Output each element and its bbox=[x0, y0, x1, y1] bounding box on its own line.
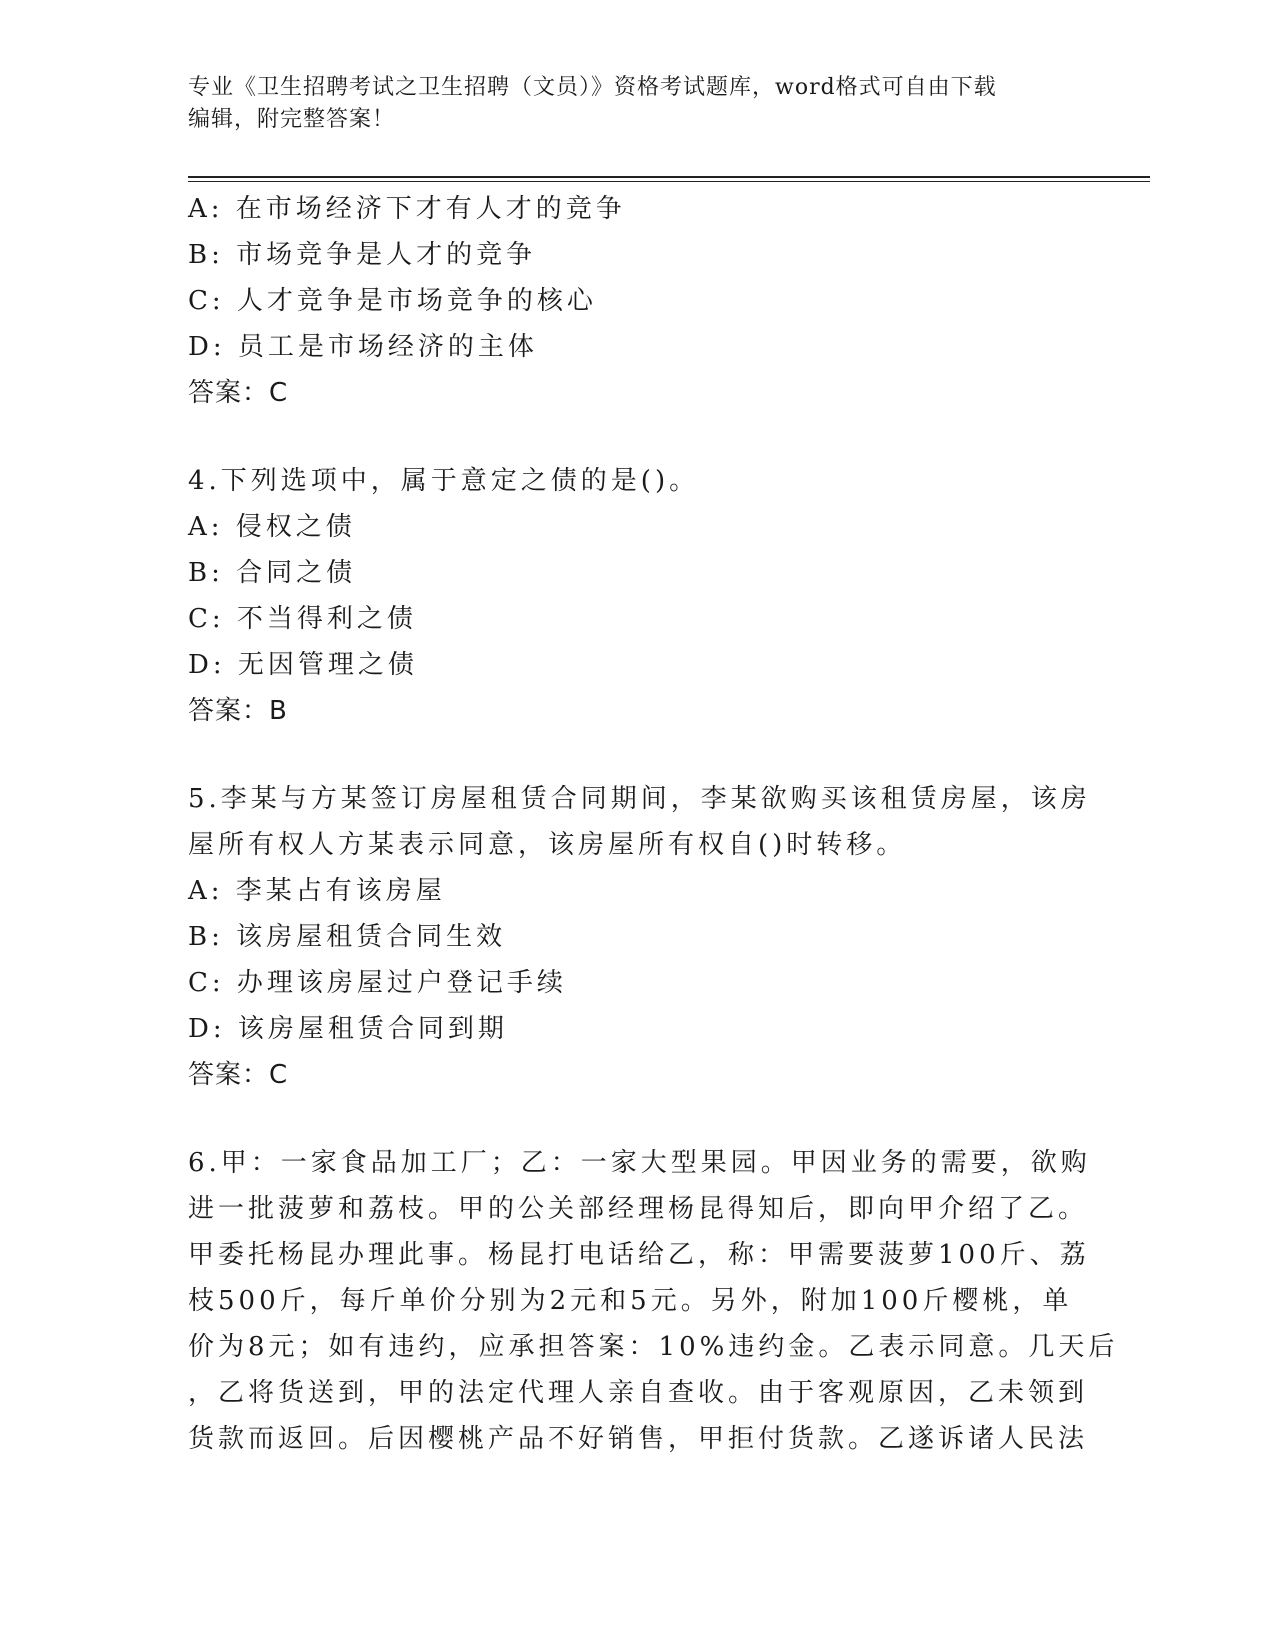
question-stem: 枝500斤，每斤单价分别为2元和5元。另外，附加100斤樱桃，单 bbox=[188, 1286, 1073, 1316]
spacer bbox=[188, 734, 1088, 776]
question-5 bbox=[188, 776, 1091, 1098]
answer-line: 答案：C bbox=[188, 378, 289, 408]
header-line-2: 编辑，附完整答案！ bbox=[188, 107, 396, 132]
option-c: C: 不当得利之债 bbox=[188, 604, 417, 634]
question-stem: 屋所有权人方某表示同意，该房屋所有权自()时转移。 bbox=[188, 830, 907, 860]
question-stem: 价为8元；如有违约，应承担答案：10%违约金。乙表示同意。几天后 bbox=[188, 1332, 1119, 1362]
spacer bbox=[188, 416, 1088, 458]
question-stem: 进一批菠萝和荔枝。甲的公关部经理杨昆得知后，即向甲介绍了乙。 bbox=[188, 1194, 1089, 1224]
question-4 bbox=[188, 458, 1088, 734]
question-stem: ，乙将货送到，甲的法定代理人亲自查收。由于客观原因，乙未领到 bbox=[188, 1378, 1089, 1408]
document-header bbox=[188, 72, 1068, 136]
header-rule-thick bbox=[188, 176, 1150, 178]
spacer bbox=[188, 1098, 1088, 1140]
answer-line: 答案：B bbox=[188, 696, 288, 726]
question-3 bbox=[188, 186, 1088, 416]
question-stem: 甲委托杨昆办理此事。杨昆打电话给乙，称：甲需要菠萝100斤、荔 bbox=[188, 1240, 1090, 1270]
option-d: D: 员工是市场经济的主体 bbox=[188, 332, 538, 362]
header-rule-thin bbox=[188, 181, 1150, 182]
option-c: C: 人才竞争是市场竞争的核心 bbox=[188, 286, 597, 316]
question-stem: 货款而返回。后因樱桃产品不好销售，甲拒付货款。乙遂诉诸人民法 bbox=[188, 1424, 1089, 1454]
question-stem: 4.下列选项中，属于意定之债的是()。 bbox=[188, 466, 700, 496]
option-b: B: 该房屋租赁合同生效 bbox=[188, 922, 507, 952]
option-d: D: 该房屋租赁合同到期 bbox=[188, 1014, 508, 1044]
header-line-1: 专业《卫生招聘考试之卫生招聘（文员）》资格考试题库，word格式可自由下载 bbox=[188, 75, 997, 100]
option-a: A: 在市场经济下才有人才的竞争 bbox=[188, 194, 626, 224]
answer-line: 答案：C bbox=[188, 1060, 289, 1090]
document-body bbox=[188, 186, 1119, 1462]
question-stem: 5.李某与方某签订房屋租赁合同期间，李某欲购买该租赁房屋，该房 bbox=[188, 784, 1091, 814]
option-c: C: 办理该房屋过户登记手续 bbox=[188, 968, 567, 998]
option-d: D: 无因管理之债 bbox=[188, 650, 418, 680]
option-b: B: 合同之债 bbox=[188, 558, 357, 588]
option-a: A: 侵权之债 bbox=[188, 512, 356, 542]
question-6 bbox=[188, 1140, 1119, 1462]
option-b: B: 市场竞争是人才的竞争 bbox=[188, 240, 537, 270]
question-stem: 6.甲：一家食品加工厂；乙：一家大型果园。甲因业务的需要，欲购 bbox=[188, 1148, 1091, 1178]
option-a: A: 李某占有该房屋 bbox=[188, 876, 446, 906]
